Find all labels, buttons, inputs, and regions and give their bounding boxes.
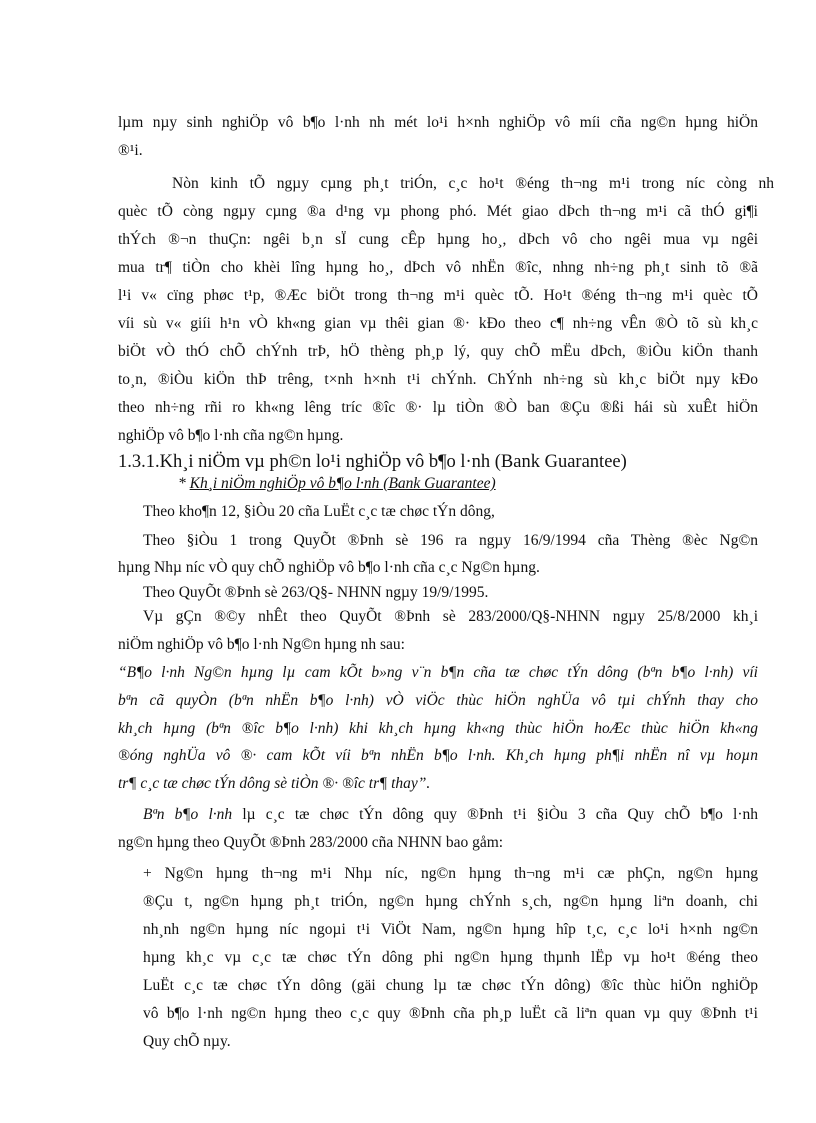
- section-heading: 1.3.1.Kh¸i niÖm vµ ph©n lo¹i nghiÖp vô b¶o l·nh (Bank Guarantee): [118, 452, 627, 472]
- paragraph-line: lµm nµy sinh nghiÖp vô b¶o l·nh nh mét lo¹i h×nh nghiÖp vô míi cña ng©n hµng hiÖn: [118, 114, 758, 131]
- paragraph-line: ng©n hµng theo QuyÕt ®Þnh 283/2000 cña NHNN bao gåm:: [118, 834, 504, 851]
- paragraph-line: l¹i v« cïng phøc t¹p, ®Æc biÖt trong th¬ng m¹i quèc tÕ. Ho¹t ®éng th¬ng m¹i quèc tÕ: [118, 287, 758, 304]
- paragraph-text: lµ c¸c tæ chøc tÝn dông quy ®Þnh t¹i §iÒu 3 cña Quy chÕ b¶o l·nh: [232, 806, 758, 823]
- paragraph-line: Theo kho¶n 12, §iÒu 20 cña LuËt c¸c tæ chøc tÝn dông,: [143, 503, 495, 520]
- paragraph-line: thÝch ®¬n thuÇn: ngêi b¸n sÏ cung cÊp hµng ho¸, dÞch vô cho ngêi mua vµ ngêi: [118, 231, 758, 248]
- quote-line: kh¸ch hµng (bªn ®îc b¶o l·nh) khi kh¸ch hµng kh«ng thùc hiÖn hoÆc thùc hiÖn kh«ng: [118, 720, 758, 737]
- paragraph-line: to¸n, ®iÒu kiÖn thÞ trêng, t×nh h×nh t¹i chÝnh. ChÝnh nh÷ng sù kh¸c biÖt nµy kÐo: [118, 371, 758, 388]
- paragraph-line: quèc tÕ còng ngµy cµng ®a d¹ng vµ phong phó. Mét giao dÞch th¬ng m¹i cã thÓ gi¶i: [118, 203, 758, 220]
- paragraph-line: theo nh÷ng rñi ro kh«ng lêng tríc ®îc ®· lµ tiÒn ®Ò ban ®Çu ®ßi hái sù xuÊt hiÖn: [118, 399, 758, 416]
- quote-line: bªn cã quyÒn (bªn nhËn b¶o l·nh) vÒ viÖc thùc hiÖn nghÜa vô tµi chÝnh thay cho: [118, 692, 758, 709]
- paragraph-line: ®¹i.: [118, 142, 143, 159]
- quote-line: “B¶o l·nh Ng©n hµng lµ cam kÕt b»ng v¨n b¶n cña tæ chøc tÝn dông (bªn b¶o l·nh) víi: [118, 664, 758, 681]
- paragraph-line: [143, 805, 758, 825]
- term-emphasis: Bªn b¶o l·nh: [143, 806, 233, 823]
- paragraph-line: Nòn kinh tÕ ngµy cµng ph¸t triÓn, c¸c ho¹t ®éng th¬ng m¹i trong níc còng nh: [172, 175, 774, 192]
- subheading-star: *: [178, 475, 190, 492]
- paragraph-line: Theo §iÒu 1 trong QuyÕt ®Þnh sè 196 ra ngµy 16/9/1994 cña Thèng ®èc Ng©n: [143, 532, 758, 549]
- paragraph-line: hµng Nhµ níc vÒ quy chÕ nghiÖp vô b¶o l·nh cña c¸c Ng©n hµng.: [118, 559, 540, 576]
- bullet-line: ®Çu t, ng©n hµng ph¸t triÓn, ng©n hµng chÝnh s¸ch, ng©n hµng liªn doanh, chi: [143, 893, 758, 910]
- subheading-text: Kh¸i niÖm nghiÖp vô b¶o l·nh (Bank Guarantee): [189, 475, 496, 492]
- bullet-line: LuËt c¸c tæ chøc tÝn dông (gäi chung lµ tæ chøc tÝn dông) ®îc thùc hiÖn nghiÖp: [143, 977, 758, 994]
- bullet-line: + Ng©n hµng th¬ng m¹i Nhµ níc, ng©n hµng th¬ng m¹i cæ phÇn, ng©n hµng: [143, 865, 758, 882]
- quote-line: ®óng nghÜa vô ®· cam kÕt víi bªn nhËn b¶o l·nh. Kh¸ch hµng ph¶i nhËn nî vµ hoµn: [118, 747, 758, 764]
- subsection-heading: [178, 474, 496, 494]
- paragraph-line: víi sù v« giíi h¹n vÒ kh«ng gian vµ thêi gian ®· kÐo theo c¶ nh÷ng vÊn ®Ò tõ sù kh¸c: [118, 315, 758, 332]
- bullet-line: nh¸nh ng©n hµng níc ngoµi t¹i ViÖt Nam, ng©n hµng hîp t¸c, c¸c lo¹i h×nh ng©n: [143, 921, 758, 938]
- bullet-line: hµng kh¸c vµ c¸c tæ chøc tÝn dông phi ng©n hµng thµnh lËp vµ ho¹t ®éng theo: [143, 949, 758, 966]
- paragraph-line: Theo QuyÕt ®Þnh sè 263/Q§- NHNN ngµy 19/9/1995.: [143, 584, 489, 601]
- paragraph-line: niÖm nghiÖp vô b¶o l·nh Ng©n hµng nh sau:: [118, 636, 405, 653]
- quote-line: tr¶ c¸c tæ chøc tÝn dông sè tiÒn ®· ®îc tr¶ thay”.: [118, 775, 431, 792]
- bullet-line: Quy chÕ nµy.: [143, 1033, 231, 1050]
- paragraph-line: biÖt vÒ thÓ chÕ chÝnh trÞ, hÖ thèng ph¸p lý, quy chÕ mËu dÞch, ®iÒu kiÖn thanh: [118, 343, 758, 360]
- bullet-line: vô b¶o l·nh ng©n hµng theo c¸c quy ®Þnh cña ph¸p luËt cã liªn quan vµ quy ®Þnh t¹i: [143, 1005, 758, 1022]
- paragraph-line: nghiÖp vô b¶o l·nh cña ng©n hµng.: [118, 427, 344, 444]
- paragraph-line: mua tr¶ tiÒn cho khèi lîng hµng ho¸, dÞch vô nhËn ®îc, nhng nh÷ng ph¸t sinh tõ ®ã: [118, 259, 758, 276]
- paragraph-line: Vµ gÇn ®©y nhÊt theo QuyÕt ®Þnh sè 283/2000/Q§-NHNN ngµy 25/8/2000 kh¸i: [143, 608, 758, 625]
